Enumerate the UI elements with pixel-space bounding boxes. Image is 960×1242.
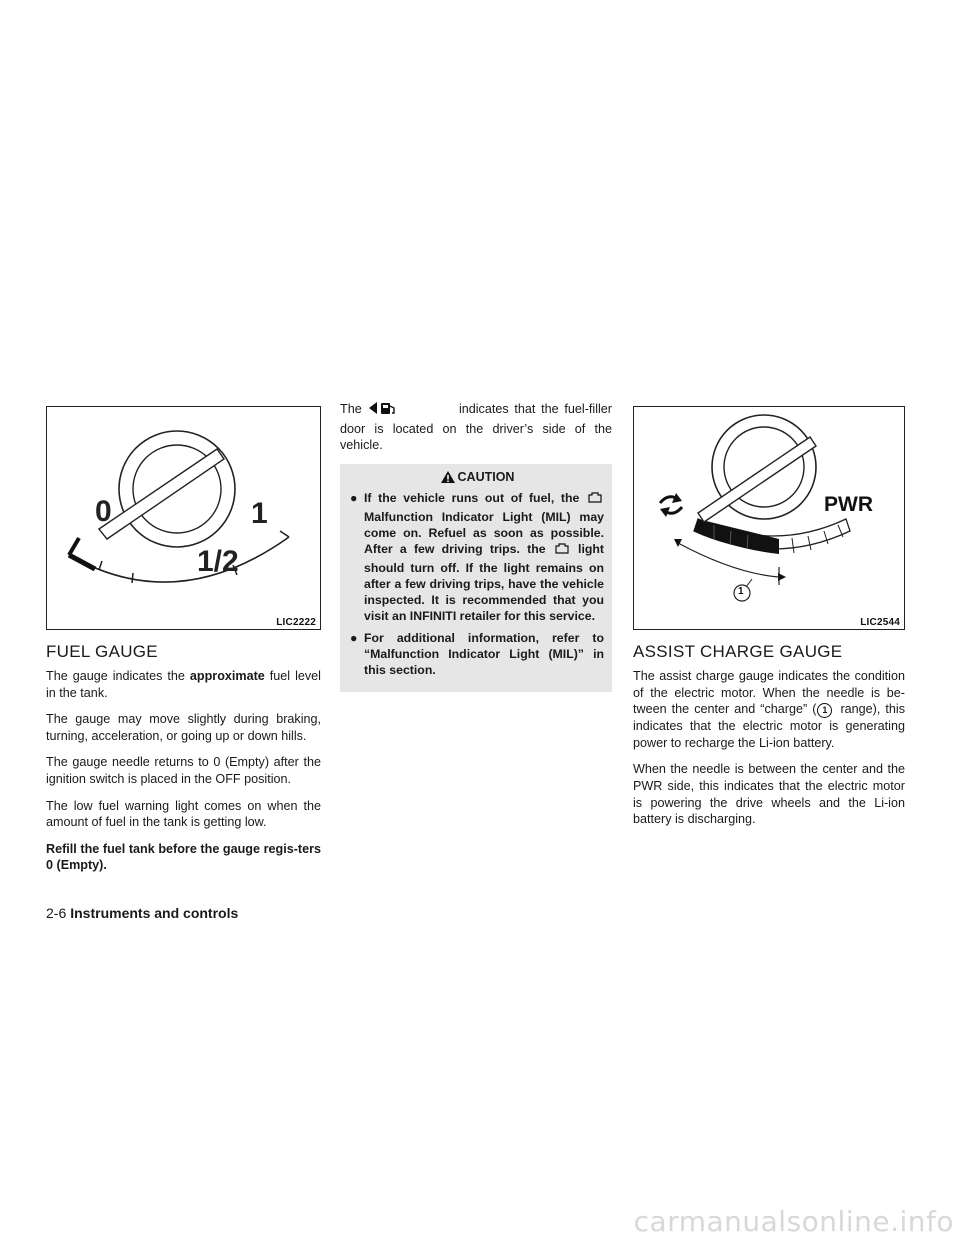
paragraph: The low fuel warning light comes on when the amount of fuel in the tank is getting low. xyxy=(46,798,321,830)
warning-triangle-icon xyxy=(440,470,456,484)
text-run: range), this indicates that the electric motor is generating power to recharge the Li-ion battery. xyxy=(633,702,906,750)
caution-title xyxy=(350,470,604,484)
pwr-label: PWR xyxy=(824,493,873,516)
text-run: The xyxy=(340,402,362,416)
fuel-gauge-column xyxy=(46,406,321,884)
fuel-gauge-figure xyxy=(46,406,321,630)
caution-item-text xyxy=(364,490,604,624)
page-number: 2-6 xyxy=(46,905,67,921)
callout-number: 1 xyxy=(817,703,832,718)
paragraph xyxy=(46,668,321,701)
paragraph xyxy=(633,668,905,751)
fuel-gauge-illustration xyxy=(47,407,320,629)
section-heading-assist-charge-gauge: ASSIST CHARGE GAUGE xyxy=(633,642,843,661)
page-footer xyxy=(46,905,238,921)
section-heading-fuel-gauge: FUEL GAUGE xyxy=(46,642,158,661)
caution-item xyxy=(350,630,604,678)
emphasis-text: approximate xyxy=(189,669,265,683)
paragraph: The gauge may move slightly during braking, turning, acceleration, or going up or down hills. xyxy=(46,712,321,743)
assist-gauge-column xyxy=(633,406,905,838)
text-run: If the vehicle runs out of fuel, the xyxy=(364,490,580,505)
caution-title-text: CAUTION xyxy=(457,469,515,484)
text-run: The assist charge gauge indicates the condition of the electric motor. When the needle is be-tween the center and “charge” ( xyxy=(633,669,905,717)
figure-label: LIC2544 xyxy=(860,617,900,628)
figure-label: LIC2222 xyxy=(276,617,316,628)
text-run: indicates that the fuel-filler door is located on the driver’s side of the vehicle. xyxy=(340,402,612,453)
bullet: ● xyxy=(350,490,358,505)
caution-item xyxy=(350,490,604,624)
callout-number: 1 xyxy=(738,586,744,597)
engine-check-icon xyxy=(553,542,571,560)
paragraph: When the needle is between the center and the PWR side, this indicates that the electric motor is powering the drive wheels and the Li-ion battery is discharging. xyxy=(633,762,905,827)
text-run: light should turn off. If the light remains on after a few driving trips, have the vehicle inspected. It is recommended that you visit an INFINITI retailer for this service. xyxy=(364,541,604,623)
text-run: fuel level in the tank. xyxy=(46,669,321,700)
assist-gauge-illustration xyxy=(634,407,904,629)
caution-item-text: For additional information, refer to “Malfunction Indicator Light (MIL)” in this section. xyxy=(364,630,604,677)
refill-warning-paragraph: Refill the fuel tank before the gauge regis-ters 0 (Empty). xyxy=(46,841,321,873)
caution-box xyxy=(340,464,612,692)
fuel-door-paragraph xyxy=(340,400,612,454)
fuel-door-arrow-icon xyxy=(367,400,403,421)
fuel-dial-empty-label: 0 xyxy=(95,495,112,528)
fuel-dial-half-label: 1/2 xyxy=(197,545,239,578)
bullet: ● xyxy=(350,630,358,645)
fuel-dial-full-label: 1 xyxy=(251,497,268,530)
caution-column xyxy=(340,402,612,692)
engine-check-icon xyxy=(586,491,604,509)
text-run: The gauge indicates the xyxy=(46,669,190,683)
paragraph: The gauge needle returns to 0 (Empty) after the ignition switch is placed in the OFF position. xyxy=(46,755,321,786)
assist-gauge-figure xyxy=(633,406,905,630)
section-name: Instruments and controls xyxy=(70,905,239,921)
watermark: carmanualsonline.info xyxy=(633,1205,954,1238)
text-run: Malfunction Indicator Light (MIL) may come on. Refuel as soon as possible. After a few driving trips. the xyxy=(364,509,604,556)
